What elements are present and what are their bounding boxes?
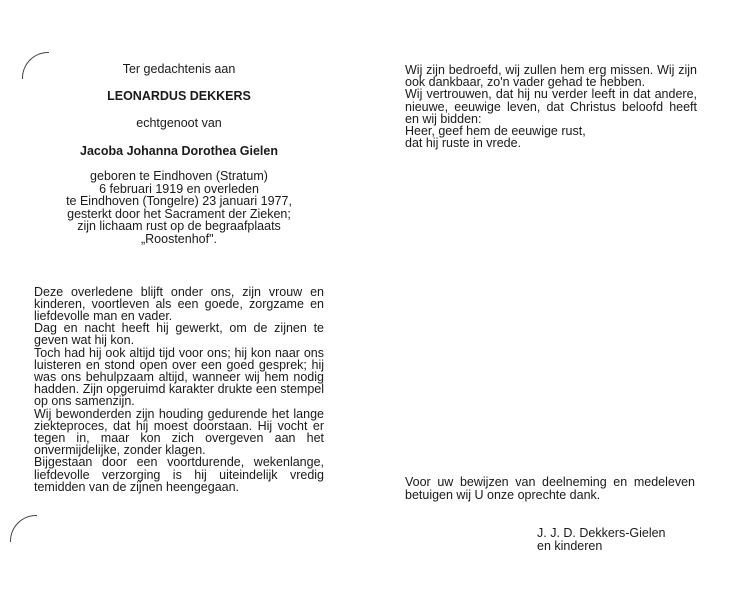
spouse-name: Jacoba Johanna Dorothea Gielen [80,144,278,158]
detail-line: zijn lichaam rust op de begraafplaats [77,219,281,234]
signature-name: J. J. D. Dekkers-Gielen [537,526,666,540]
thanks-text: Voor uw bewijzen van deelneming en medeleven betuigen wij U onze oprechte dank. [405,475,695,502]
intro-text: Ter gedachtenis aan [122,62,236,76]
relation-text: echtgenoot van [136,116,222,130]
detail-line: „Roostenhof". [140,231,217,246]
detail-line: 6 februari 1919 en overleden [99,181,259,196]
remembrance-paragraph: Wij zijn bedroefd, wij zullen hem erg missen. Wij zijn ook dankbaar, zo'n vader gehad te hebben. [405,63,697,90]
tribute-paragraph: Wij bewonderden zijn houding gedurende het lange ziekteproces, dat hij moest doorstaan. Hij vocht er tegen in, maar kon zich overgeven aan het onvermijdelijke, zonder klagen. [34,406,324,458]
tribute-paragraph: Toch had hij ook altijd tijd voor ons; hij kon naar ons luisteren en stond open over een goed gesprek; hij was ons behulpzaam altijd, wanneer wij hem nodig hadden. Zijn opgeruimd karakter drukte een stempel op ons samenzijn. [34,345,324,409]
prayer-line: dat hij ruste in vrede. [405,136,522,151]
left-column [34,62,324,493]
prayer-line: Heer, geef hem de eeuwige rust, [405,124,586,139]
detail-line: gesterkt door het Sacrament der Zieken; [67,206,291,221]
deceased-name: LEONARDUS DEKKERS [107,89,251,103]
life-details [34,170,324,246]
tribute-text [34,286,324,493]
tribute-paragraph: Bijgestaan door een voortdurende, wekenlange, liefdevolle verzorging is hij uiteindelijk vredig temidden van de zijnen heengegaan. [34,455,324,494]
signature [537,527,666,553]
detail-line: geboren te Eindhoven (Stratum) [90,169,268,183]
corner-mark-bottom [10,515,37,542]
right-column [405,64,697,149]
signature-family: en kinderen [537,539,603,553]
tribute-paragraph: Dag en nacht heeft hij gewerkt, om de zijnen te geven wat hij kon. [34,321,324,348]
remembrance-paragraph: Wij vertrouwen, dat hij nu verder leeft in dat andere, nieuwe, eeuwige leven, dat Christus beloofd heeft en wij bidden: [405,87,697,126]
tribute-paragraph: Deze overledene blijft onder ons, zijn vrouw en kinderen, voortleven als een goede, zorgzame en liefdevolle man en vader. [34,284,324,323]
detail-line: te Eindhoven (Tongelre) 23 januari 1977, [66,194,292,209]
